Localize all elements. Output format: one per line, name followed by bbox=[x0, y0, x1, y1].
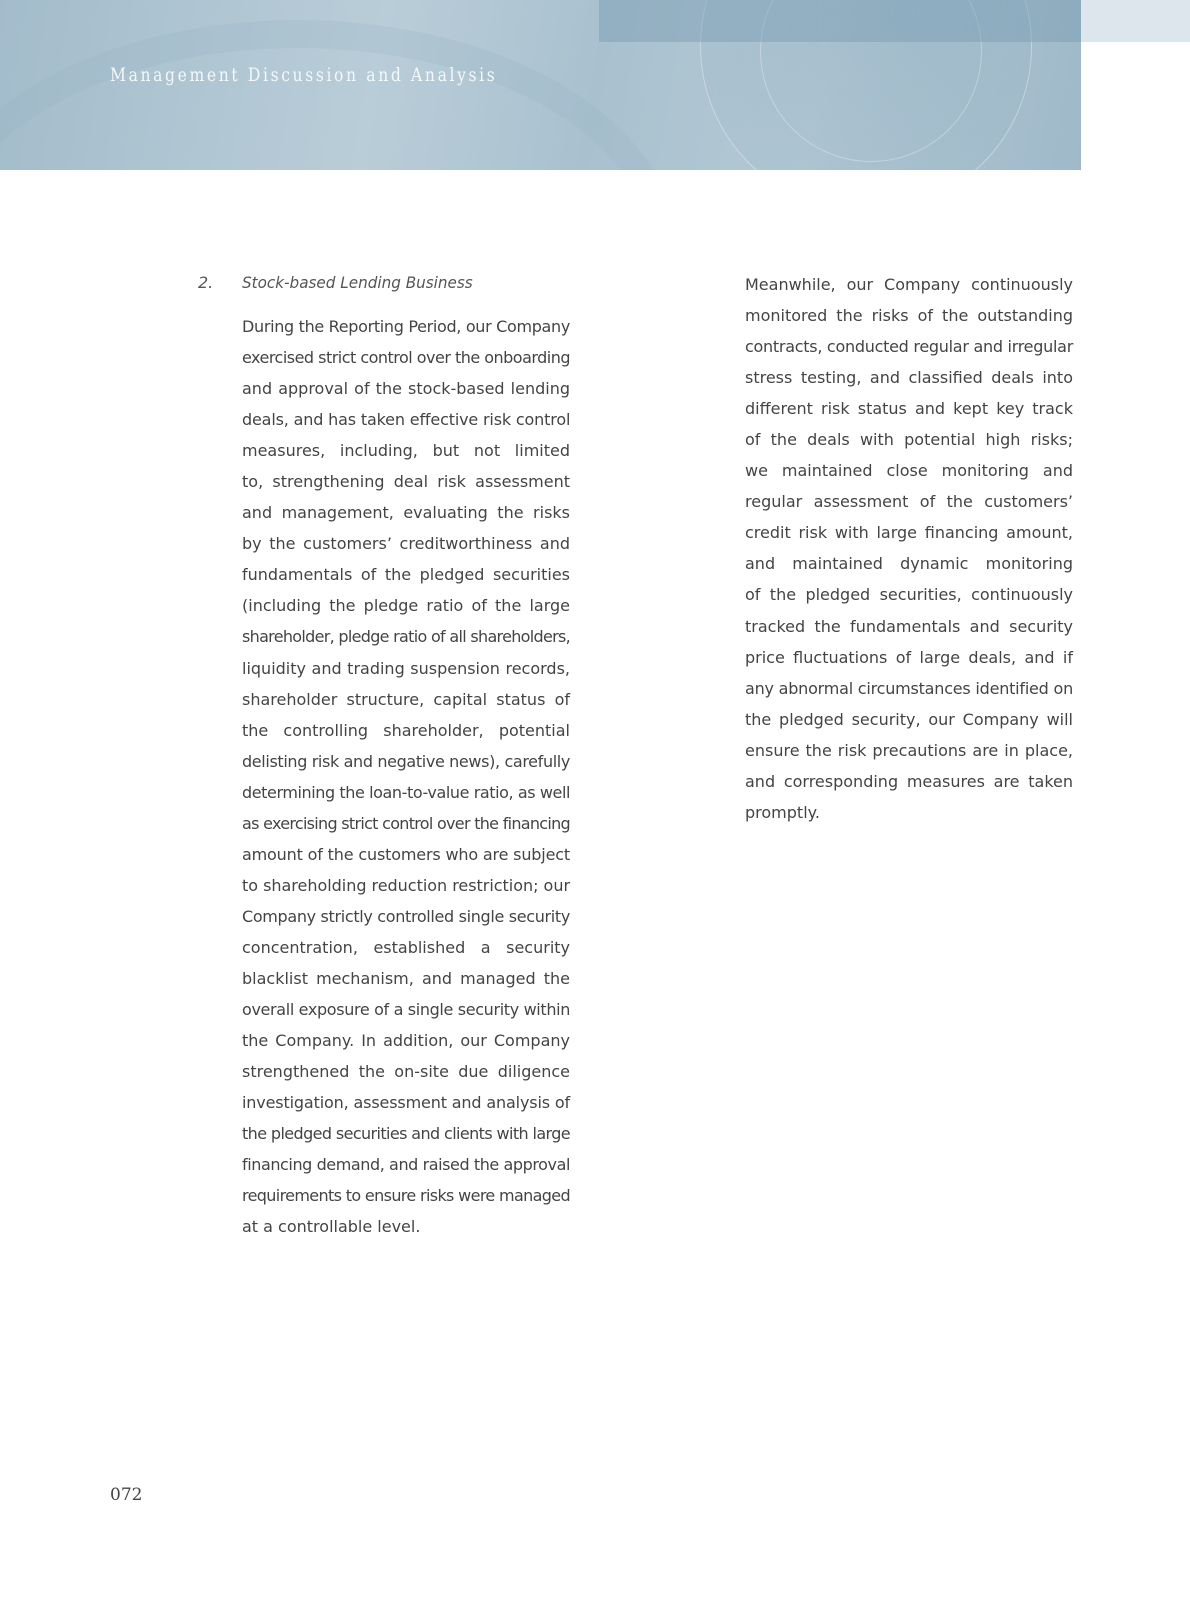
banner-strip bbox=[599, 0, 1081, 42]
banner-strip-right bbox=[1081, 0, 1190, 42]
text-line: concentration, established a security bbox=[242, 937, 570, 957]
text-line: we maintained close monitoring and bbox=[745, 461, 1073, 481]
left-column-paragraph bbox=[242, 311, 570, 1242]
text-line: tracked the fundamentals and security bbox=[745, 616, 1073, 636]
text-line: and approval of the stock-based lending bbox=[242, 379, 570, 399]
text-line: liquidity and trading suspension records, bbox=[242, 658, 570, 678]
text-line: monitored the risks of the outstanding bbox=[745, 306, 1073, 326]
text-line: of the pledged securities, continuously bbox=[745, 585, 1073, 605]
text-line: and management, evaluating the risks bbox=[242, 503, 570, 523]
section-number: 2. bbox=[198, 273, 214, 292]
text-line: ensure the risk precautions are in place, bbox=[745, 740, 1073, 760]
text-line: fundamentals of the pledged securities bbox=[242, 565, 570, 585]
section-title: Management Discussion and Analysis bbox=[110, 64, 498, 86]
text-line: as exercising strict control over the financing bbox=[242, 813, 571, 833]
text-line: price fluctuations of large deals, and if bbox=[745, 647, 1073, 667]
text-line: Company strictly controlled single security bbox=[242, 906, 571, 926]
text-line: investigation, assessment and analysis of bbox=[242, 1093, 570, 1113]
text-line: delisting risk and negative news), carefully bbox=[242, 751, 570, 771]
text-line: of the deals with potential high risks; bbox=[745, 430, 1073, 450]
text-line: During the Reporting Period, our Company bbox=[242, 317, 570, 336]
text-line: requirements to ensure risks were managed bbox=[242, 1186, 570, 1206]
text-line: deals, and has taken effective risk control bbox=[242, 410, 571, 430]
text-line: the pledged security, our Company will bbox=[745, 709, 1073, 729]
decorative-swoosh bbox=[0, 20, 676, 170]
text-line: (including the pledge ratio of the large bbox=[242, 596, 570, 616]
text-line: determining the loan-to-value ratio, as well bbox=[242, 782, 571, 802]
text-line: shareholder structure, capital status of bbox=[242, 689, 570, 709]
text-line: exercised strict control over the onboarding bbox=[242, 348, 571, 368]
text-line: measures, including, but not limited bbox=[242, 441, 570, 461]
page-number: 072 bbox=[110, 1485, 143, 1505]
text-line: at a controllable level. bbox=[242, 1217, 421, 1237]
text-line: by the customers’ creditworthiness and bbox=[242, 534, 570, 554]
text-line: to, strengthening deal risk assessment bbox=[242, 472, 570, 492]
text-line: Meanwhile, our Company continuously bbox=[745, 275, 1073, 294]
section-heading: Stock-based Lending Business bbox=[242, 273, 473, 292]
text-line: any abnormal circumstances identified on bbox=[745, 678, 1073, 698]
text-line: the controlling shareholder, potential bbox=[242, 720, 570, 740]
text-line: regular assessment of the customers’ bbox=[745, 492, 1073, 512]
text-line: different risk status and kept key track bbox=[745, 399, 1073, 419]
text-line: and corresponding measures are taken bbox=[745, 771, 1073, 791]
text-line: to shareholding reduction restriction; our bbox=[242, 875, 571, 895]
right-column-paragraph bbox=[745, 269, 1073, 828]
text-line: overall exposure of a single security within bbox=[242, 1000, 571, 1020]
text-line: and maintained dynamic monitoring bbox=[745, 554, 1073, 574]
text-line: blacklist mechanism, and managed the bbox=[242, 968, 570, 988]
text-line: promptly. bbox=[745, 802, 820, 822]
text-line: the pledged securities and clients with large bbox=[242, 1124, 570, 1144]
text-line: stress testing, and classified deals into bbox=[745, 368, 1073, 388]
text-line: financing demand, and raised the approval bbox=[242, 1155, 570, 1175]
text-line: shareholder, pledge ratio of all shareholders, bbox=[242, 627, 571, 647]
text-line: the Company. In addition, our Company bbox=[242, 1031, 570, 1051]
text-line: credit risk with large financing amount, bbox=[745, 523, 1073, 543]
text-line: amount of the customers who are subject bbox=[242, 844, 570, 864]
text-line: contracts, conducted regular and irregular bbox=[745, 337, 1074, 357]
text-line: strengthened the on-site due diligence bbox=[242, 1062, 570, 1082]
